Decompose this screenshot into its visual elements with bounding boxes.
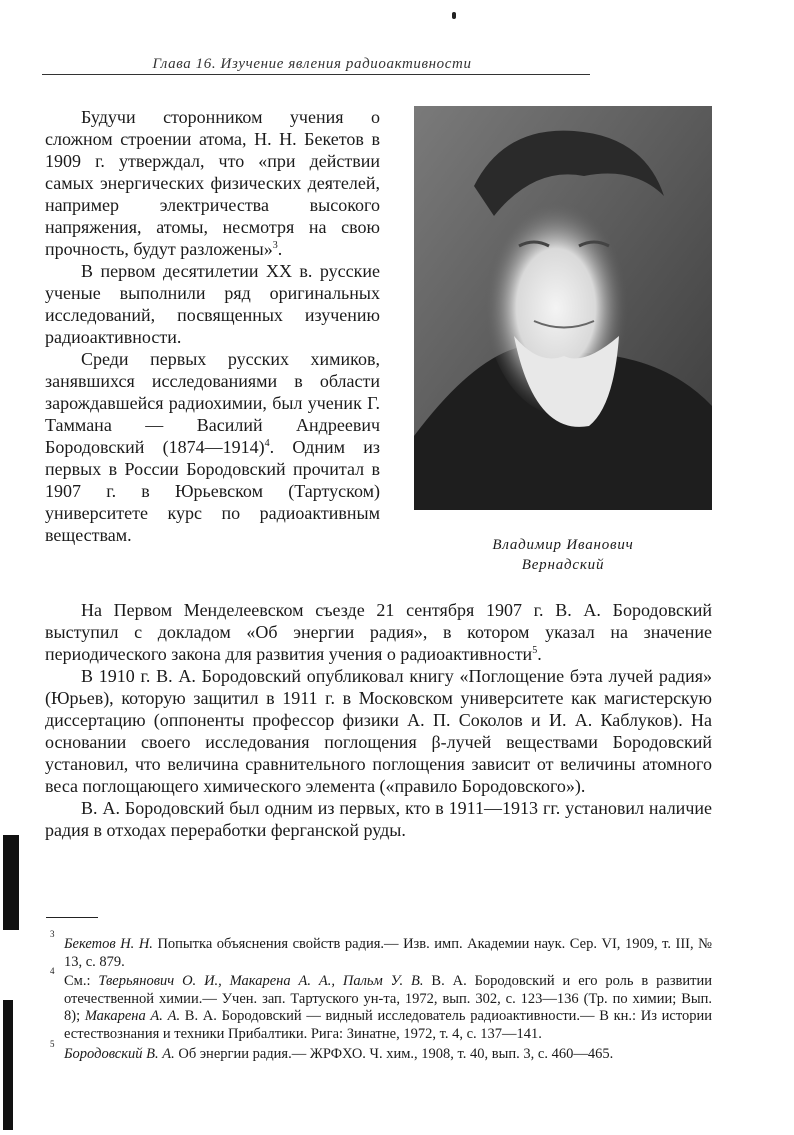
header-rule: [42, 74, 590, 75]
scan-edge-mark: [3, 1000, 13, 1130]
left-column-text: [45, 106, 380, 546]
footnote-ref[interactable]: 5: [532, 645, 538, 656]
photo-caption: [414, 535, 712, 575]
footnote: 5 Бородовский В. А. Об энергии радия.— ЖРФХО. Ч. хим., 1908, т. 40, вып. 3, с. 460—465.: [50, 1038, 614, 1062]
footnote: 4 См.: Тверьянович О. И., Макарена А. А., Пальм У. В. В. А. Бородовский и его роль в развитии отечественной химии.— Учен. зап. Тартуского ун-та, 1972, вып. 302, с. 123—136 (Тр. по химии; Вып. 8); Макарена А. А. В. А. Бородовский — видный исследователь радиоактивности.— В кн.: Из истории естествознания и техники Прибалтики. Рига: Зинатне, 1972, т. 4, с. 137—141.: [50, 966, 713, 1042]
paragraph: В первом десятилетии XX в. русские ученые выполнили ряд оригинальных исследований, посвященных изучению радиоактивности.: [45, 261, 380, 347]
portrait-photo: [414, 106, 712, 510]
scan-speck: [452, 12, 456, 19]
caption-line: Вернадский: [521, 557, 605, 573]
footnote-ref[interactable]: 3: [272, 240, 278, 251]
footnote-rule: [46, 917, 98, 918]
paragraph: В. А. Бородовский был одним из первых, кто в 1911—1913 гг. установил наличие радия в отходах переработки ферганской руды.: [45, 798, 712, 840]
paragraph: В 1910 г. В. А. Бородовский опубликовал книгу «Поглощение бэта лучей радия» (Юрьев), которую защитил в 1911 г. в Московском университете как магистерскую диссертацию (оппоненты профессор физики А. П. Соколов и И. А. Каблуков). На основании своего исследования поглощения β-лучей веществами Бородовский установил, что величина сравнительного поглощения зависит от величины атомного веса поглощающего химического элемента («правило Бородовского»).: [45, 666, 712, 796]
caption-line: Владимир Иванович: [492, 537, 634, 553]
paragraph: На Первом Менделеевском съезде 21 сентября 1907 г. В. А. Бородовский выступил с докладом «Об энергии радия», в котором указал на значение периодического закона для развития учения о радиоактивности$^5$.: [45, 600, 712, 664]
paragraph: Среди первых русских химиков, занявшихся исследованиями в области зарождавшейся радиохимии, был ученик Г. Таммана — Василий Андреевич Бородовский (1874—1914)$^4$. Одним из первых в России Бородовский прочитал в 1907 г. в Юрьевском (Тартуском) университете курс по радиоактивным веществам.: [45, 349, 381, 545]
footnotes: [50, 929, 713, 1065]
main-text: [45, 599, 712, 841]
running-head: Глава 16. Изучение явления радиоактивности: [152, 56, 472, 72]
paragraph: Будучи сторонником учения о сложном строении атома, Н. Н. Бекетов в 1909 г. утверждал, что «при действии самых энергических физических деятелей, например электричества высокого напряжения, атомы, несмотря на свою прочность, будут разложены»$^3$.: [45, 107, 380, 259]
footnote: 3 Бекетов Н. Н. Попытка объяснения свойств радия.— Изв. имп. Академии наук. Сер. VI, 1909, т. III, № 13, с. 879.: [50, 929, 712, 970]
footnote-ref[interactable]: 4: [264, 438, 270, 449]
scan-edge-mark: [3, 835, 19, 930]
